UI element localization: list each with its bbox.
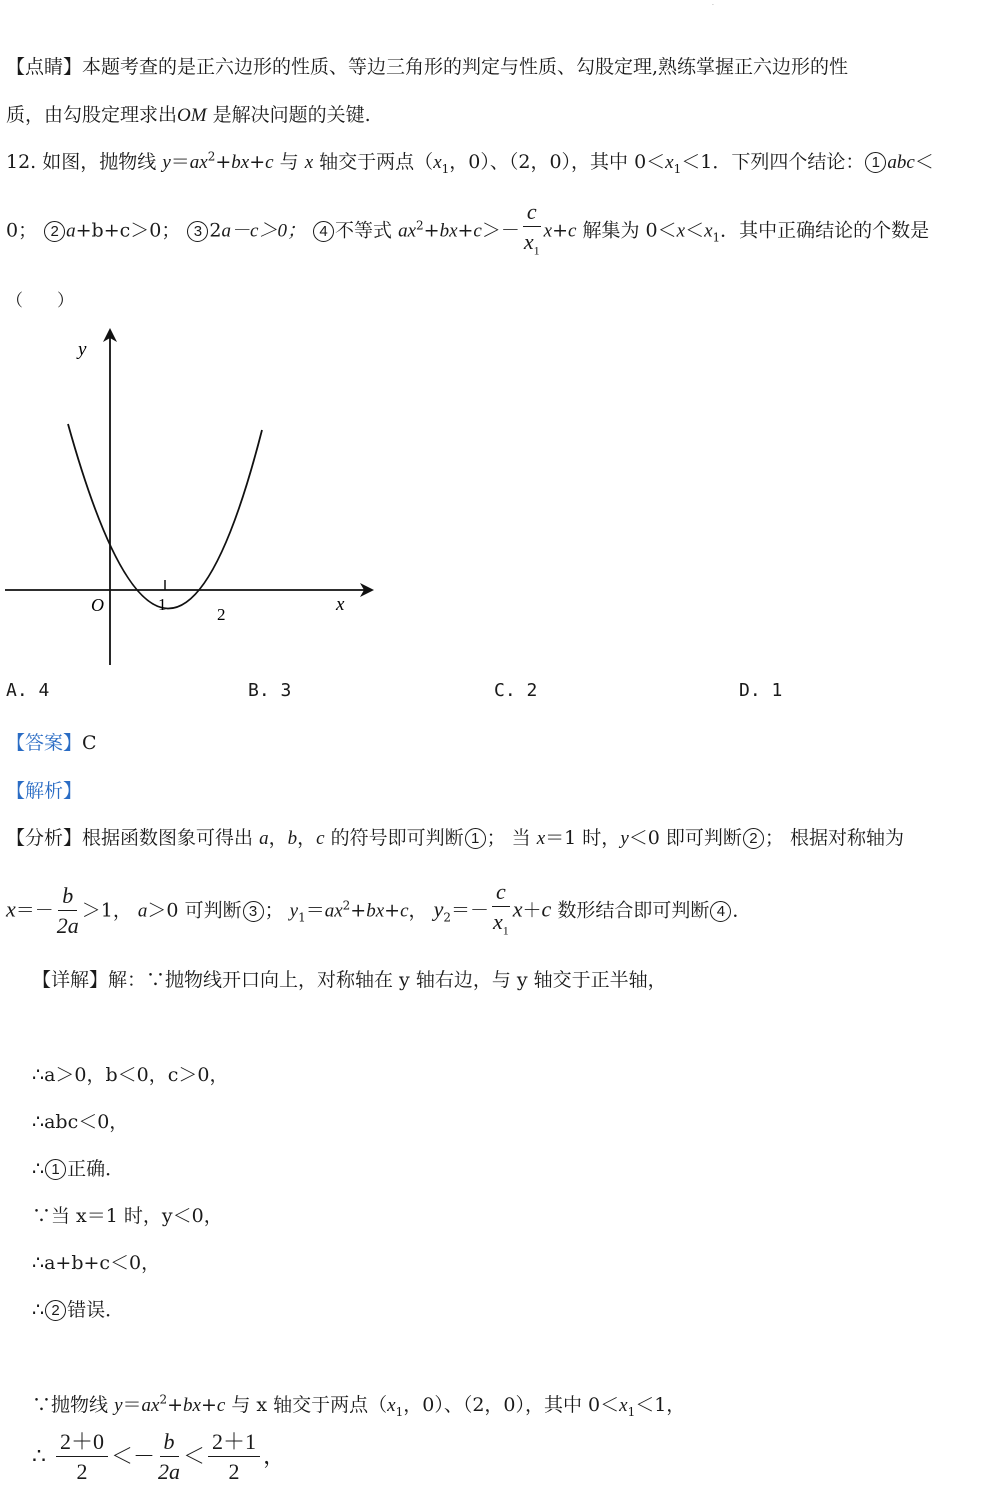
analysis-a2: 的符号即可判断 [330, 827, 464, 849]
question-number: 12. [6, 151, 37, 173]
detail-l1: 解：∵抛物线开口向上，对称轴在 y 轴右边，与 y 轴交于正半轴， [108, 969, 667, 991]
question-stem-c: 轴交于两点（ [319, 151, 434, 173]
option-d-label: D. [739, 680, 761, 701]
comment-text-1: 本题考查的是正六边形的性质、等边三角形的判定与性质、勾股定理,熟练掌握正六边形的性 [82, 56, 849, 78]
parabola-equation: y [162, 152, 171, 173]
analysis-tag: 【解析】 [6, 780, 83, 802]
detail-l9-therefore: ∴ [32, 1444, 46, 1470]
analysis-subtag: 【分析】 [6, 827, 83, 849]
analysis-a3: 当 [511, 827, 531, 849]
question-l2-g: ．其中正确结论的个数是 [720, 219, 930, 242]
analysis-a6: 根据对称轴为 [789, 827, 904, 849]
question-l2-c: a－c＞0； [221, 220, 306, 242]
detail-line-1 [32, 965, 667, 992]
comment-tag: 【点睛】 [6, 56, 83, 78]
fraction-b-over-2a-detail: $\frac{b}{2a}$ [158, 1429, 181, 1484]
answer-blank: （ ） [6, 291, 74, 311]
detail-l5: ∵当 x＝1 时，y＜0， [32, 1205, 223, 1227]
answer-value: C [82, 732, 97, 754]
comment-var-om: OM [177, 105, 207, 126]
comment-text-2a: 质，由勾股定理求出 [6, 104, 178, 126]
analysis-b2: 数形结合即可判断 [557, 899, 710, 922]
parabola-graph [0, 320, 380, 670]
option-a-label: A. [6, 680, 28, 701]
conclusion-2-marker: 2 [44, 221, 65, 242]
detail-l4b: 正确． [67, 1158, 125, 1180]
question-line-1: 12. 如图，抛物线 $y=ax^2+bx+c$ 与 x 轴交于两点（$x_1$，0）、（2，0），其中 $0<x_1<1$．下列四个结论： 1 abc＜ [6, 149, 934, 176]
question-l2-b: +b+c＞0； [75, 219, 181, 242]
analysis-b1: 可判断 [184, 899, 242, 922]
stray-dot: · [712, 2, 714, 9]
option-c[interactable] [494, 680, 537, 701]
comment-text-2b: 是解决问题的关键. [206, 104, 371, 126]
conclusion-4-marker: 4 [313, 221, 334, 242]
conclusion-3-marker: 3 [187, 221, 208, 242]
detail-l4: ∴ 1 正确． [32, 1158, 125, 1180]
question-line-2: 0； 2 a+b+c＞0； 3 2a－c＞0； 4 不等式 $ax^2+bx+c>-$ $\frac{c}{x_1}$ x+c 解集为 $0<x<x_1$．其中正确结论的个数是 [6, 198, 929, 265]
y-axis-label: y [78, 339, 87, 360]
option-c-label: C. [494, 680, 516, 701]
fraction-c-over-x1: $\frac{c}{x_1}$ [523, 199, 540, 258]
answer-line [6, 728, 97, 755]
fraction-2-plus-1: $\frac{2+1}{2}$ [208, 1428, 260, 1487]
option-a-value: 4 [38, 680, 50, 701]
option-d-value: 1 [771, 680, 783, 701]
detail-l8c: ，0）、（2，0），其中 0＜ [403, 1394, 620, 1416]
detail-l8d: ＜1， [635, 1394, 686, 1416]
detail-tag: 【详解】 [32, 969, 109, 991]
option-c-value: 2 [526, 680, 538, 701]
option-d[interactable] [739, 680, 782, 701]
conclusion-1-marker: 1 [865, 152, 886, 173]
detail-l4a: ∴ [32, 1158, 45, 1180]
comment-line-1 [6, 52, 848, 79]
option-b-value: 3 [280, 680, 292, 701]
option-a[interactable] [6, 680, 49, 701]
detail-l8: ∵抛物线 $y=ax^2+bx+c$ 与 x 轴交于两点（$x_1$，0）、（2，0），其中 $0<x_1<1$， [32, 1392, 686, 1419]
detail-l7b: 错误． [67, 1299, 125, 1321]
tick-1-label: 1 [158, 595, 167, 614]
detail-l8a: ∵抛物线 [32, 1394, 109, 1416]
analysis-a5: 即可判断 [665, 827, 742, 849]
question-l2-a: 0； [6, 219, 38, 242]
tick-2-label: 2 [217, 605, 226, 624]
question-stem-a: 如图，抛物线 [42, 151, 157, 173]
analysis-a4: 时， [582, 827, 621, 849]
answer-tag: 【答案】 [6, 732, 83, 754]
x-axis-label: x [336, 594, 345, 615]
detail-l9: ∴ $\frac{2+0}{2}$ ＜－ $\frac{b}{2a}$ ＜ $\frac{2+1}{2}$ ， [32, 1428, 285, 1487]
detail-l7: ∴ 2 错误． [32, 1299, 125, 1321]
detail-l6: ∴a+b+c＜0， [32, 1252, 161, 1274]
question-stem-e: ＜1．下列四个结论： [681, 151, 865, 173]
question-l2-f: ＜ [685, 219, 705, 242]
question-stem-b: 与 [279, 151, 299, 173]
detail-l8b: 与 x 轴交于两点（ [231, 1394, 388, 1416]
fraction-b-over-2a: $\frac{b}{2a}$ [56, 883, 79, 939]
comment-line-2 [6, 100, 371, 127]
question-l2-e: 解集为 0＜ [582, 219, 677, 242]
fraction-c-over-x1-analysis: $\frac{c}{x_1}$ [492, 879, 509, 938]
detail-l7a: ∴ [32, 1299, 45, 1321]
detail-l3: ∴abc＜0， [32, 1111, 129, 1133]
option-b[interactable] [248, 680, 291, 701]
analysis-line-2: x＝－ $\frac{b}{2a}$ ＞1， a＞0 可判断 3 ； $y_1=ax^2+bx+c$， $y_2=-$ $\frac{c}{x_1}$ x＋c 数形结合即可判断 4 ． [6, 878, 751, 945]
analysis-line-1: 【分析】根据函数图象可得出 a，b，c 的符号即可判断 1 ； 当 x＝1 时，y＜0 即可判断 2 ； 根据对称轴为 [6, 827, 904, 849]
analysis-a1: 根据函数图象可得出 [82, 827, 254, 849]
origin-label: O [91, 595, 104, 615]
detail-l2: ∴a＞0，b＜0，c＞0， [32, 1064, 229, 1086]
question-l2-d: 不等式 [335, 219, 393, 242]
fraction-2-plus-0: $\frac{2+0}{2}$ [56, 1428, 108, 1487]
option-b-label: B. [248, 680, 270, 701]
question-stem-d: ，0）、（2，0），其中 0＜ [449, 151, 666, 173]
